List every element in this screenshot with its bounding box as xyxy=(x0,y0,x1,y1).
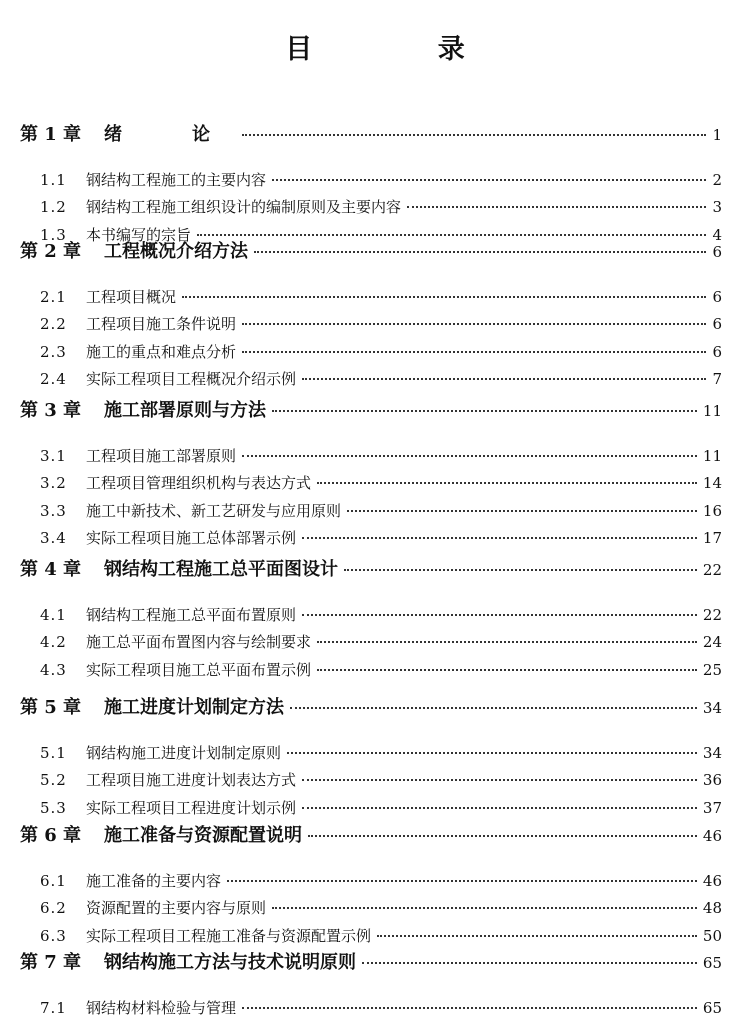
toc-section-row[interactable] xyxy=(40,286,722,307)
dot-leader xyxy=(242,455,697,457)
dot-leader xyxy=(272,907,697,909)
section-title: 施工中新技术、新工艺研发与应用原则 xyxy=(86,501,342,520)
section-title: 施工准备的主要内容 xyxy=(86,872,222,891)
dot-leader xyxy=(362,962,697,964)
section-number: 6.2 xyxy=(40,899,67,918)
toc-chapter-row[interactable] xyxy=(20,693,722,719)
toc-section-row[interactable] xyxy=(40,604,722,625)
page-number: 2 xyxy=(712,171,722,190)
dot-leader xyxy=(302,807,697,809)
toc-section-row[interactable] xyxy=(40,368,722,389)
dot-leader xyxy=(317,482,697,484)
section-number: 1.3 xyxy=(40,225,67,244)
page-number: 65 xyxy=(702,999,722,1018)
chapter-title: 施工部署原则与方法 xyxy=(104,400,266,421)
page-number: 37 xyxy=(702,798,722,817)
toc-chapter-row[interactable] xyxy=(20,821,722,847)
toc-chapter-row[interactable] xyxy=(20,396,722,422)
section-number: 3.2 xyxy=(40,474,67,493)
chapter-title: 施工准备与资源配置说明 xyxy=(104,825,302,846)
section-number: 6.3 xyxy=(40,926,67,945)
dot-leader xyxy=(272,179,706,181)
section-title: 实际工程项目工程概况介绍示例 xyxy=(86,369,297,388)
dot-leader xyxy=(317,641,697,643)
section-title: 本书编写的宗旨 xyxy=(86,225,192,244)
chapter-number: 第 2 章 xyxy=(20,241,82,262)
section-number: 4.2 xyxy=(40,633,67,652)
toc-section-row[interactable] xyxy=(40,313,722,334)
toc-chapter-row[interactable] xyxy=(20,948,722,974)
dot-leader xyxy=(242,351,706,353)
page-number: 1 xyxy=(712,126,722,144)
section-title: 钢结构施工进度计划制定原则 xyxy=(86,744,282,763)
dot-leader xyxy=(287,752,697,754)
section-title: 钢结构工程施工组织设计的编制原则及主要内容 xyxy=(86,198,402,217)
section-number: 2.1 xyxy=(40,288,67,307)
page-number: 7 xyxy=(712,369,722,388)
dot-leader xyxy=(242,134,706,136)
section-number: 2.3 xyxy=(40,342,67,361)
toc-section-row[interactable] xyxy=(40,659,722,680)
page-number: 3 xyxy=(712,198,722,217)
section-number: 3.1 xyxy=(40,447,67,466)
page-number: 46 xyxy=(702,827,722,845)
section-number: 1.1 xyxy=(40,171,67,190)
toc-section-row[interactable] xyxy=(40,472,722,493)
dot-leader xyxy=(254,251,706,253)
dot-leader xyxy=(308,835,697,837)
chapter-title: 绪 论 xyxy=(104,124,236,145)
section-number: 1.2 xyxy=(40,198,67,217)
dot-leader xyxy=(197,234,706,236)
dot-leader xyxy=(377,935,697,937)
dot-leader xyxy=(290,707,697,709)
chapter-title: 工程概况介绍方法 xyxy=(104,241,248,262)
page-number: 6 xyxy=(712,288,722,307)
chapter-number: 第 3 章 xyxy=(20,400,82,421)
chapter-title: 钢结构施工方法与技术说明原则 xyxy=(104,952,356,973)
page-number: 14 xyxy=(702,474,722,493)
section-title: 施工总平面布置图内容与绘制要求 xyxy=(86,633,312,652)
page-number: 48 xyxy=(702,899,722,918)
toc-section-row[interactable] xyxy=(40,527,722,548)
section-title: 工程项目施工部署原则 xyxy=(86,447,237,466)
toc-section-row[interactable] xyxy=(40,742,722,763)
dot-leader xyxy=(242,323,706,325)
toc-chapter-row[interactable] xyxy=(20,120,722,146)
toc-section-row[interactable] xyxy=(40,631,722,652)
section-title: 施工的重点和难点分析 xyxy=(86,342,237,361)
page-number: 36 xyxy=(702,771,722,790)
section-title: 实际工程项目施工总体部署示例 xyxy=(86,528,297,547)
page-number: 6 xyxy=(712,315,722,334)
toc-section-row[interactable] xyxy=(40,500,722,521)
section-number: 3.4 xyxy=(40,528,67,547)
toc-section-row[interactable] xyxy=(40,169,722,190)
dot-leader xyxy=(302,779,697,781)
dot-leader xyxy=(242,1007,697,1009)
section-number: 5.3 xyxy=(40,798,67,817)
page-number: 6 xyxy=(712,243,722,261)
page-number: 24 xyxy=(702,633,722,652)
chapter-number: 第 5 章 xyxy=(20,697,82,718)
dot-leader xyxy=(347,510,697,512)
section-title: 实际工程项目施工总平面布置示例 xyxy=(86,660,312,679)
page-number: 65 xyxy=(702,954,722,972)
section-title: 工程项目施工条件说明 xyxy=(86,315,237,334)
dot-leader xyxy=(182,296,706,298)
dot-leader xyxy=(302,614,697,616)
toc-section-row[interactable] xyxy=(40,925,722,946)
chapter-number: 第 7 章 xyxy=(20,952,82,973)
toc-section-row[interactable] xyxy=(40,797,722,818)
chapter-number: 第 4 章 xyxy=(20,559,82,580)
chapter-title: 钢结构工程施工总平面图设计 xyxy=(104,559,338,580)
dot-leader xyxy=(272,410,697,412)
dot-leader xyxy=(227,880,697,882)
section-title: 工程项目概况 xyxy=(86,288,177,307)
toc-section-row[interactable] xyxy=(40,445,722,466)
chapter-title: 施工进度计划制定方法 xyxy=(104,697,284,718)
section-number: 3.3 xyxy=(40,501,67,520)
page-number: 16 xyxy=(702,501,722,520)
toc-section-row[interactable] xyxy=(40,196,722,217)
page-number: 4 xyxy=(712,225,722,244)
page-number: 34 xyxy=(702,699,722,717)
section-title: 钢结构材料检验与管理 xyxy=(86,999,237,1018)
page-number: 17 xyxy=(702,528,722,547)
page-number: 25 xyxy=(702,660,722,679)
dot-leader xyxy=(302,537,697,539)
toc-section-row[interactable] xyxy=(40,341,722,362)
section-title: 钢结构工程施工的主要内容 xyxy=(86,171,267,190)
toc-section-row[interactable] xyxy=(40,997,722,1018)
toc-chapter-row[interactable] xyxy=(20,555,722,581)
chapter-number: 第 6 章 xyxy=(20,825,82,846)
chapter-number: 第 1 章 xyxy=(20,124,82,145)
page-number: 22 xyxy=(702,606,722,625)
page-number: 22 xyxy=(702,561,722,579)
page-number: 50 xyxy=(702,926,722,945)
section-number: 2.2 xyxy=(40,315,67,334)
section-number: 2.4 xyxy=(40,369,67,388)
dot-leader xyxy=(344,569,697,571)
section-title: 钢结构工程施工总平面布置原则 xyxy=(86,606,297,625)
section-title: 实际工程项目工程进度计划示例 xyxy=(86,798,297,817)
section-title: 资源配置的主要内容与原则 xyxy=(86,899,267,918)
page-number: 6 xyxy=(712,342,722,361)
page-number: 11 xyxy=(702,447,722,466)
section-title: 工程项目管理组织机构与表达方式 xyxy=(86,474,312,493)
page-number: 34 xyxy=(702,744,722,763)
page-number: 11 xyxy=(702,402,722,420)
section-number: 4.3 xyxy=(40,660,67,679)
toc-section-row[interactable] xyxy=(40,897,722,918)
toc-chapter-row[interactable] xyxy=(20,237,722,263)
toc-section-row[interactable] xyxy=(40,769,722,790)
section-number: 6.1 xyxy=(40,872,67,891)
dot-leader xyxy=(407,206,706,208)
section-number: 4.1 xyxy=(40,606,67,625)
section-number: 7.1 xyxy=(40,999,67,1018)
section-number: 5.1 xyxy=(40,744,67,763)
dot-leader xyxy=(317,669,697,671)
toc-section-row[interactable] xyxy=(40,870,722,891)
page-title: 目 录 xyxy=(285,34,523,65)
page-number: 46 xyxy=(702,872,722,891)
section-number: 5.2 xyxy=(40,771,67,790)
section-title: 工程项目施工进度计划表达方式 xyxy=(86,771,297,790)
section-title: 实际工程项目工程施工准备与资源配置示例 xyxy=(86,926,372,945)
dot-leader xyxy=(302,378,706,380)
